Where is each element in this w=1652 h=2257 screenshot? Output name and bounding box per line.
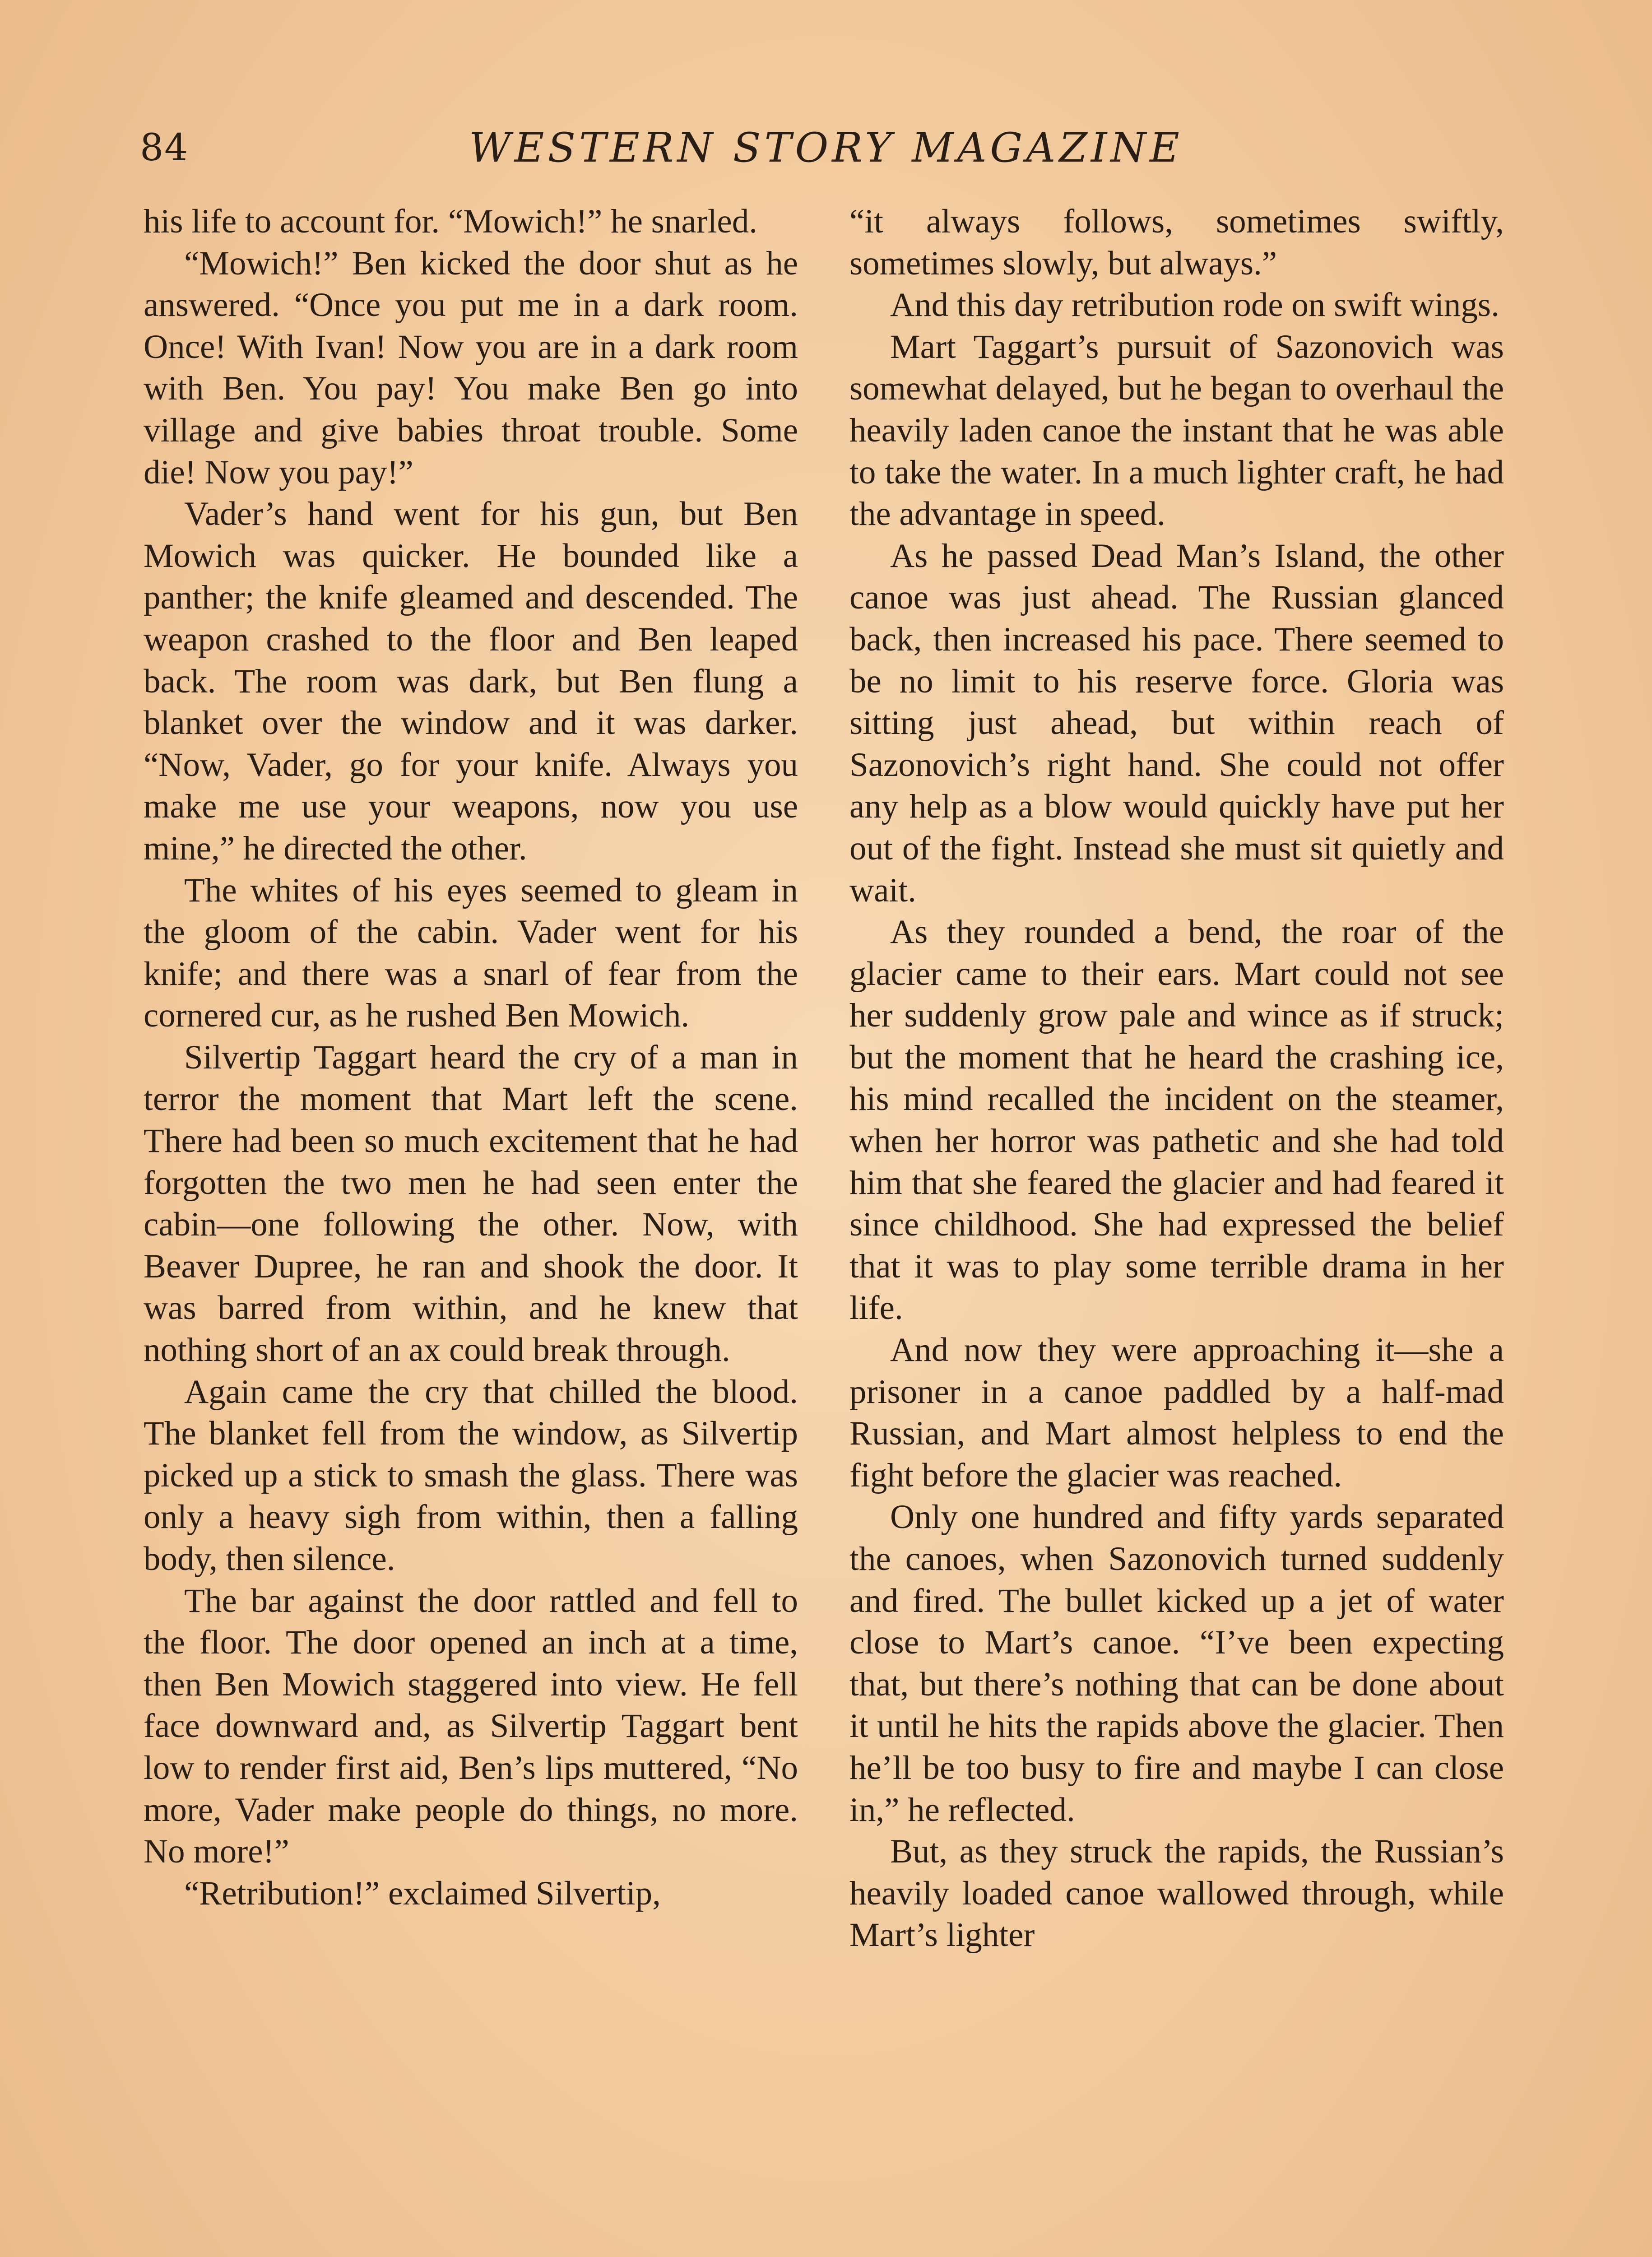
paragraph: Mart Taggart’s pursuit of Sazonovich was somewhat delayed, but he began to overhaul the heavily laden canoe the instant that he was able to take the water. In a much lighter craft, he had the advantage in speed. [849,328,1504,533]
paragraph: As they rounded a bend, the roar of the glacier came to their ears. Mart could not see her suddenly grow pale and wince as if struck; but the moment that he heard the crashing ice, his mind recalled the incident on the steamer, when her horror was pathetic and she had told him that she feared the glacier and had feared it since childhood. She had expressed the belief that it was to play some terrible drama in her life. [849,913,1504,1327]
left-column [144,201,798,1914]
running-head: WESTERN STORY MAGAZINE [469,124,1183,172]
paragraph: Only one hundred and fifty yards separated the canoes, when Sazonovich turned suddenly and fired. The bullet kicked up a jet of water close to Mart’s canoe. “I’ve been expecting that, but there’s nothing that can be done about it until he hits the rapids above the glacier. Then he’ll be too busy to fire and maybe I can close in,” he reflected. [849,1498,1504,1829]
paragraph: And this day retribution rode on swift wings. [890,286,1499,324]
paragraph: The bar against the door rattled and fell to the floor. The door opened an inch at a time, then Ben Mowich staggered into view. He fell face downward and, as Silvertip Taggart bent low to render first aid, Ben’s lips muttered, “No more, Vader make people do things, no more. No more!” [144,1582,798,1871]
paragraph: Vader’s hand went for his gun, but Ben Mowich was quicker. He bounded like a panther; the knife gleamed and descended. The weapon crashed to the floor and Ben leaped back. The room was dark, but Ben flung a blanket over the window and it was darker. “Now, Vader, go for your knife. Always you make me use your weapons, now you use mine,” he directed the other. [144,495,798,867]
right-column [849,201,1504,1956]
paragraph: “Mowich!” Ben kicked the door shut as he answered. “Once you put me in a dark room. Once! With Ivan! Now you are in a dark room with Ben. You pay! You make Ben go into village and give babies throat trouble. Some die! Now you pay!” [144,244,798,491]
paragraph: Again came the cry that chilled the blood. The blanket fell from the window, as Silvertip picked up a stick to smash the glass. There was only a heavy sigh from within, then a falling body, then silence. [144,1373,798,1578]
paragraph: But, as they struck the rapids, the Russian’s heavily loaded canoe wallowed through, while Mart’s lighter [849,1833,1504,1954]
paragraph: his life to account for. “Mowich!” he snarled. [144,203,757,240]
paragraph: “it always follows, sometimes swiftly, sometimes slowly, but always.” [849,203,1504,282]
paragraph: “Retribution!” exclaimed Silvertip, [184,1874,661,1912]
paragraph: Silvertip Taggart heard the cry of a man in terror the moment that Mart left the scene. There had been so much excitement that he had forgotten the two men he had seen enter the cabin—one following the other. Now, with Beaver Dupree, he ran and shook the door. It was barred from within, and he knew that nothing short of an ax could break through. [144,1038,798,1369]
paragraph: And now they were approaching it—she a prisoner in a canoe paddled by a half-mad Russian, and Mart almost helpless to end the fight before the glacier was reached. [849,1331,1504,1494]
paragraph: The whites of his eyes seemed to gleam in the gloom of the cabin. Vader went for his knife; and there was a snarl of fear from the cornered cur, as he rushed Ben Mowich. [144,871,798,1035]
page-number: 84 [140,126,189,169]
paragraph: As he passed Dead Man’s Island, the other canoe was just ahead. The Russian glanced back, then increased his pace. There seemed to be no limit to his reserve force. Gloria was sitting just ahead, but within reach of Sazonovich’s right hand. She could not offer any help as a blow would quickly have put her out of the fight. Instead she must sit quietly and wait. [849,537,1504,909]
